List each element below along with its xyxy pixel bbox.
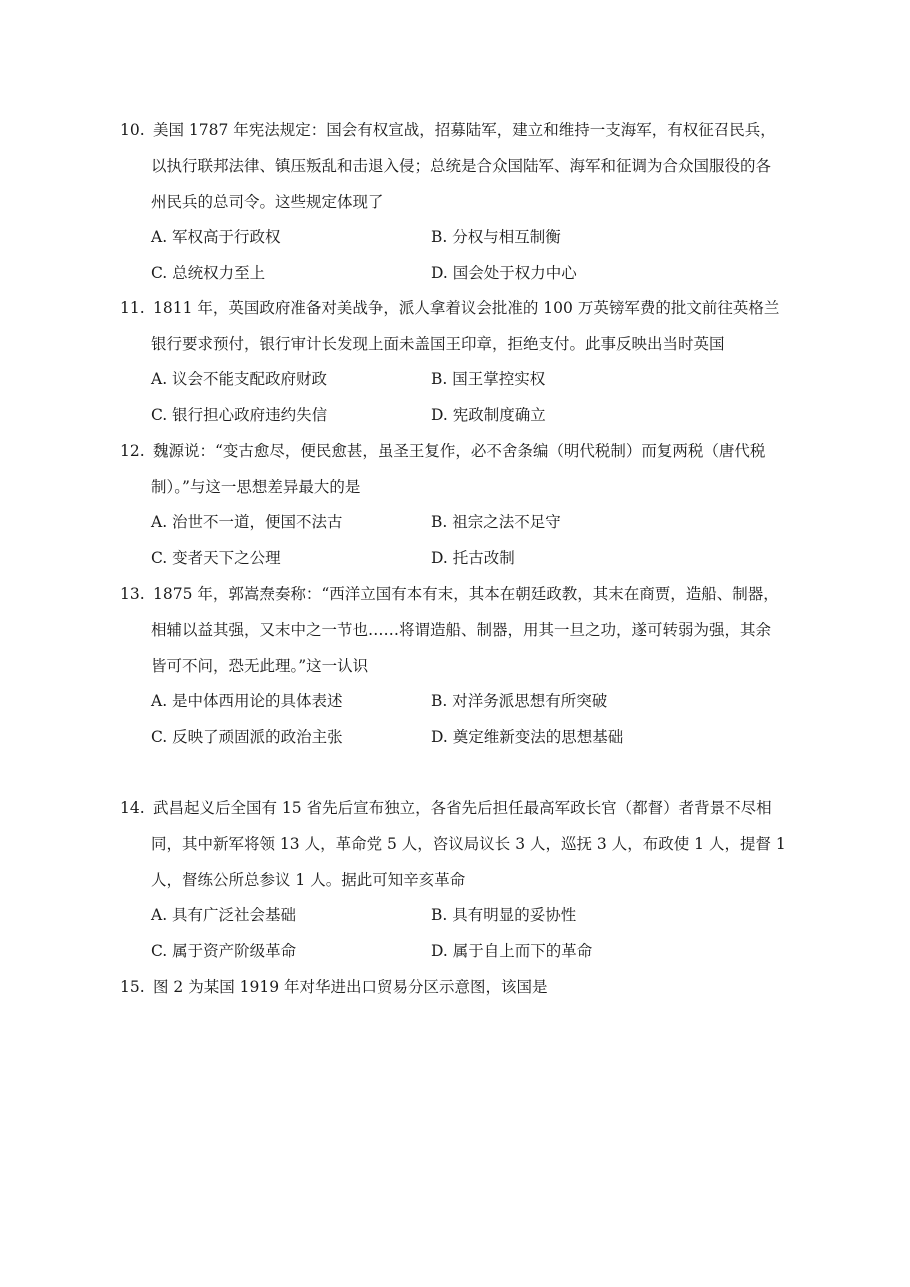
question-text-line: 魏源说：“变古愈尽，便民愈甚，虽圣王复作，必不舍条编（明代税制）而复两税（唐代税 [153,442,766,460]
option-d: D. 属于自上而下的革命 [431,942,593,960]
question-text-line: 1875 年，郭嵩焘奏称：“西洋立国有本有末，其本在朝廷政教，其末在商贾，造船、制器， [153,585,779,603]
option-a: A. 议会不能支配政府财政 [151,370,328,388]
question-text-line: 同，其中新军将领 13 人，革命党 5 人，咨议局议长 3 人，巡抚 3 人，布政使 1 人，提督 1 [151,835,786,853]
option-a: A. 治世不一道，便国不法古 [151,513,343,531]
option-a: A. 军权高于行政权 [151,228,281,246]
option-b: B. 分权与相互制衡 [431,228,561,246]
question-text-line: 制）。”与这一思想差异最大的是 [151,478,361,496]
question-text-line: 人，督练公所总参议 1 人。据此可知辛亥革命 [151,871,466,889]
option-c: C. 变者天下之公理 [151,549,281,567]
option-a: A. 是中体西用论的具体表述 [151,692,343,710]
option-c: C. 银行担心政府违约失信 [151,406,328,424]
option-d: D. 托古改制 [431,549,515,567]
question-number: 11. [120,299,145,317]
question-text-line: 州民兵的总司令。这些规定体现了 [151,193,384,211]
question-text-line: 以执行联邦法律、镇压叛乱和击退入侵；总统是合众国陆军、海军和征调为合众国服役的各 [151,157,772,175]
option-d: D. 国会处于权力中心 [431,264,577,282]
option-c: C. 总统权力至上 [151,264,266,282]
question-number: 10. [120,121,145,139]
question-text-line: 皆可不问，恐无此理。”这一认识 [151,657,369,675]
question-text-line: 相辅以益其强，又末中之一节也……将谓造船、制器，用其一旦之功，遂可转弱为强，其余 [151,621,772,639]
option-b: B. 具有明显的妥协性 [431,906,577,924]
question-text-line: 图 2 为某国 1919 年对华进出口贸易分区示意图，该国是 [153,978,548,996]
question-text-line: 1811 年，英国政府准备对美战争，派人拿着议会批准的 100 万英镑军费的批文前往英格兰 [153,299,780,317]
question-number: 12. [120,442,145,460]
option-c: C. 反映了顽固派的政治主张 [151,728,343,746]
question-number: 15. [120,978,145,996]
option-b: B. 对洋务派思想有所突破 [431,692,608,710]
question-text-line: 银行要求预付，银行审计长发现上面未盖国王印章，拒绝支付。此事反映出当时英国 [151,335,725,353]
question-text-line: 美国 1787 年宪法规定：国会有权宣战，招募陆军，建立和维持一支海军，有权征召民兵， [153,121,776,139]
option-d: D. 奠定维新变法的思想基础 [431,728,624,746]
option-b: B. 祖宗之法不足守 [431,513,561,531]
option-d: D. 宪政制度确立 [431,406,546,424]
option-c: C. 属于资产阶级革命 [151,942,297,960]
question-number: 14. [120,799,145,817]
option-b: B. 国王掌控实权 [431,370,546,388]
question-number: 13. [120,585,145,603]
option-a: A. 具有广泛社会基础 [151,906,297,924]
question-text-line: 武昌起义后全国有 15 省先后宣布独立，各省先后担任最高军政长官（都督）者背景不尽相 [153,799,772,817]
